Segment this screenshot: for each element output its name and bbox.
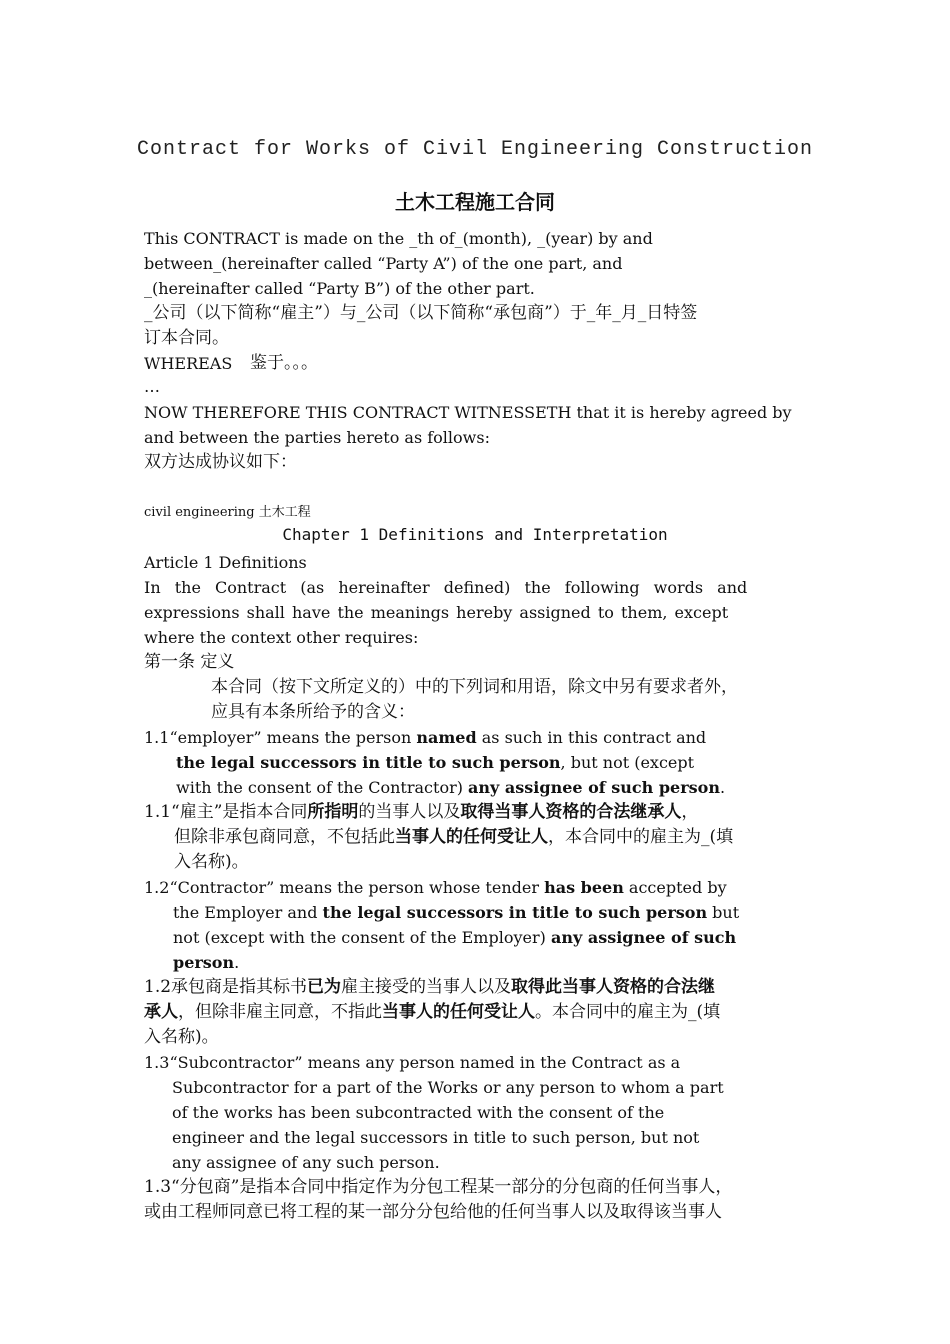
def-1-2-cn-bold-b: 取得此当事人资格的合法继 bbox=[511, 977, 716, 997]
intro-line-2: between_(hereinafter called “Party A”) of the one part, and bbox=[144, 254, 623, 273]
agree-cn: 双方达成协议如下： bbox=[144, 452, 297, 472]
document-subtitle-cn: 土木工程施工合同 bbox=[395, 190, 555, 214]
def-1-1-cn-text-e: ，本合同中的雇主为_(填 bbox=[548, 827, 734, 847]
def-1-1-cn-text-a: 1.1“雇主”是指本合同 bbox=[144, 802, 308, 822]
def-1-2-cn-text-d: 。本合同中的雇主为_(填 bbox=[535, 1002, 721, 1022]
def-1-2-cn-bold-d: 当事人的任何受让人 bbox=[382, 1002, 535, 1022]
def-1-2-cn-line-1 bbox=[144, 975, 715, 1000]
def-1-3-line-1: 1.3“Subcontractor” means any person named in the Contract as a bbox=[144, 1053, 681, 1072]
document-title: Contract for Works of Civil Engineering Construction bbox=[136, 138, 814, 161]
def-1-1-text-d: with the consent of the Contractor) bbox=[176, 778, 469, 797]
def-1-1-cn-bold-a: 所指明 bbox=[307, 802, 359, 822]
def-1-3-cn-line-1: 1.3“分包商”是指本合同中指定作为分包工程某一部分的分包商的任何当事人， bbox=[144, 1177, 733, 1197]
article-paragraph-line-1: In the Contract (as hereinafter defined) the following words and bbox=[144, 578, 748, 597]
article-heading: Article 1 Definitions bbox=[144, 553, 307, 572]
def-1-2-line-1 bbox=[144, 875, 727, 900]
def-1-2-bold-has-been: has been bbox=[544, 878, 624, 897]
def-1-1-line-2 bbox=[176, 750, 694, 775]
def-1-2-cn-text-c: ，但除非雇主同意，不指此 bbox=[178, 1002, 382, 1022]
whereas-label: WHEREAS bbox=[144, 354, 233, 373]
def-1-2-line-4 bbox=[173, 950, 239, 975]
article-cn-line-1: 本合同（按下文所定义的）中的下列词和用语，除文中另有要求者外， bbox=[211, 677, 738, 697]
def-1-1-cn-bold-c: 当事人的任何受让人 bbox=[395, 827, 548, 847]
def-1-1-text-e: . bbox=[719, 778, 726, 797]
intro-line-1: This CONTRACT is made on the _th of_(month), _(year) by and bbox=[144, 229, 653, 248]
def-1-2-text-e: not (except with the consent of the Employer) bbox=[173, 928, 551, 947]
article-cn-line-2: 应具有本条所给予的含义： bbox=[211, 702, 415, 722]
def-1-1-text-b: as such in this contract and bbox=[476, 728, 707, 747]
def-1-2-cn-text-a: 1.2承包商是指其标书 bbox=[144, 977, 308, 997]
def-1-2-cn-line-3: 入名称)。 bbox=[144, 1027, 219, 1047]
def-1-1-cn-text-b: 的当事人以及 bbox=[358, 802, 461, 822]
def-1-2-line-2 bbox=[173, 900, 739, 925]
def-1-2-bold-assignee: any assignee of such bbox=[550, 928, 737, 947]
def-1-1-bold-assignee: any assignee of such person bbox=[468, 778, 720, 797]
keyword-note: civil engineering 土木工程 bbox=[144, 505, 311, 520]
now-therefore-line-1: NOW THEREFORE THIS CONTRACT WITNESSETH that it is hereby agreed by bbox=[144, 403, 792, 422]
whereas-cn: 鉴于。。。 bbox=[250, 353, 318, 373]
def-1-1-text-a: 1.1“employer” means the person bbox=[144, 728, 417, 747]
intro-cn-line-2: 订本合同。 bbox=[144, 328, 229, 348]
article-cn-heading: 第一条 定义 bbox=[144, 652, 235, 672]
def-1-1-cn-bold-b: 取得当事人资格的合法继承人 bbox=[460, 802, 682, 822]
def-1-2-text-d: but bbox=[707, 903, 740, 922]
intro-line-3: _(hereinafter called “Party B”) of the other part. bbox=[144, 279, 535, 298]
def-1-1-bold-successors: the legal successors in title to such person bbox=[176, 753, 561, 772]
def-1-2-text-b: accepted by bbox=[623, 878, 727, 897]
def-1-2-text-c: the Employer and bbox=[173, 903, 323, 922]
chapter-heading: Chapter 1 Definitions and Interpretation bbox=[282, 525, 668, 544]
def-1-2-bold-successors: the legal successors in title to such person bbox=[322, 903, 708, 922]
def-1-2-cn-text-b: 雇主接受的当事人以及 bbox=[341, 977, 512, 997]
def-1-1-bold-named: named bbox=[416, 728, 477, 747]
def-1-3-line-2: Subcontractor for a part of the Works or any person to whom a part bbox=[172, 1078, 724, 1097]
now-therefore-line-2: and between the parties hereto as follows: bbox=[144, 428, 490, 447]
article-paragraph-line-2: expressions shall have the meanings hereby assigned to them, except bbox=[144, 603, 729, 622]
article-paragraph-line-3: where the context other requires: bbox=[144, 628, 419, 647]
def-1-2-cn-line-2 bbox=[144, 1000, 720, 1025]
def-1-1-cn-line-2 bbox=[174, 825, 733, 850]
intro-cn-line-1: _公司（以下简称“雇主”）与_公司（以下简称“承包商”）于_年_月_日特签 bbox=[144, 303, 698, 323]
ellipsis: … bbox=[144, 377, 160, 396]
def-1-1-cn-line-3: 入名称)。 bbox=[174, 852, 249, 872]
def-1-1-line-1 bbox=[144, 725, 706, 750]
def-1-2-text-a: 1.2“Contractor” means the person whose tender bbox=[144, 878, 545, 897]
def-1-2-cn-bold-c: 承人 bbox=[144, 1002, 178, 1022]
def-1-3-line-4: engineer and the legal successors in title to such person, but not bbox=[172, 1128, 700, 1147]
def-1-2-cn-bold-a: 已为 bbox=[307, 977, 342, 997]
def-1-2-text-f: . bbox=[234, 953, 240, 972]
def-1-3-line-3: of the works has been subcontracted with the consent of the bbox=[172, 1103, 665, 1122]
def-1-1-text-c: , but not (except bbox=[560, 753, 695, 772]
def-1-3-line-5: any assignee of any such person. bbox=[172, 1153, 440, 1172]
def-1-1-cn-line-1 bbox=[144, 800, 698, 825]
def-1-1-cn-text-d: 但除非承包商同意，不包括此 bbox=[174, 827, 395, 847]
def-1-1-line-3 bbox=[176, 775, 725, 800]
def-1-2-line-3 bbox=[173, 925, 736, 950]
def-1-2-bold-person: person bbox=[173, 953, 235, 972]
def-1-3-cn-line-2: 或由工程师同意已将工程的某一部分分包给他的任何当事人以及取得该当事人 bbox=[144, 1202, 722, 1222]
def-1-1-cn-text-c: ， bbox=[681, 802, 699, 822]
